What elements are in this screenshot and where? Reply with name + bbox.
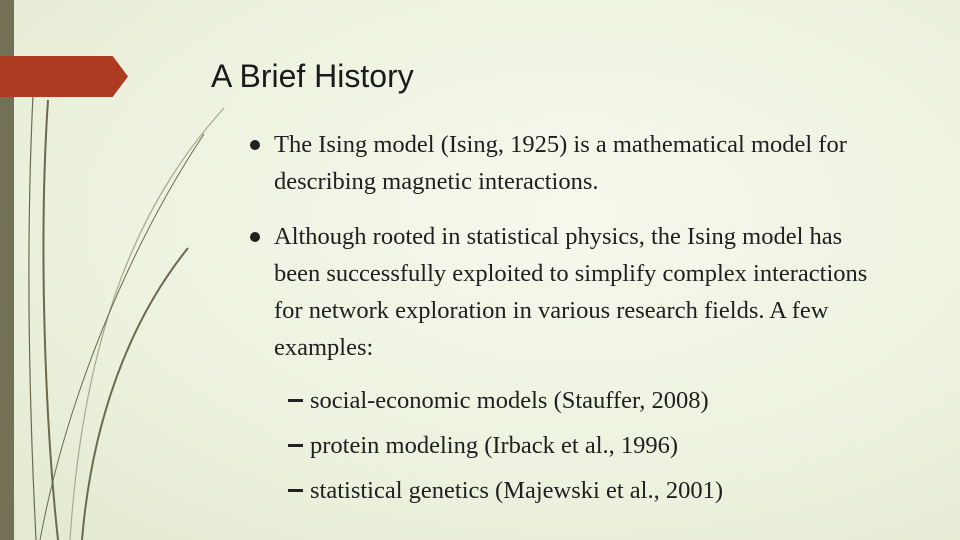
bullet-text: The Ising model (Ising, 1925) is a mathematical model for describing magnetic interactions.	[274, 131, 847, 195]
sub-bullet-text: statistical genetics (Majewski et al., 2001)	[310, 477, 723, 504]
bullet-item	[248, 126, 888, 200]
slide-content	[248, 126, 888, 517]
sub-bullet-text: social-economic models (Stauffer, 2008)	[310, 387, 709, 414]
sub-bullet-list	[248, 382, 888, 509]
slide-title: A Brief History	[211, 58, 414, 94]
title-accent-arrow	[0, 56, 128, 97]
sub-bullet-text: protein modeling (Irback et al., 1996)	[310, 432, 679, 459]
dash-icon	[288, 444, 303, 447]
bullet-dot-icon	[250, 232, 260, 242]
bullet-item	[248, 218, 888, 366]
sub-bullet-item	[248, 427, 888, 464]
dash-icon	[288, 399, 303, 402]
sub-bullet-item	[248, 382, 888, 419]
bullet-text: Although rooted in statistical physics, the Ising model has been successfully exploited to simplify complex interactions for network exploration in various research fields. A few examples:	[274, 223, 868, 361]
sub-bullet-item	[248, 472, 888, 509]
dash-icon	[288, 489, 303, 492]
bullet-dot-icon	[250, 140, 260, 150]
